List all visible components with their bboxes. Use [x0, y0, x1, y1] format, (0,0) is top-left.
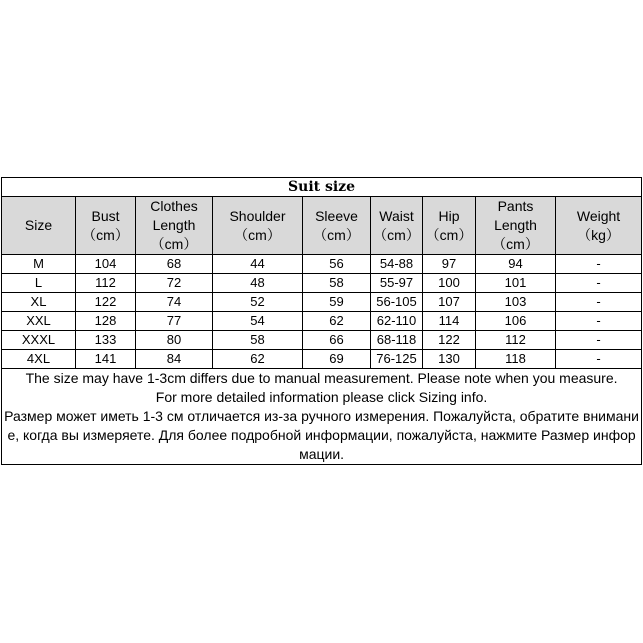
- column-header-line2: （cm）: [425, 226, 473, 243]
- table-cell: 59: [303, 293, 371, 312]
- column-header: [303, 197, 371, 255]
- table-cell: 103: [476, 293, 556, 312]
- table-cell: -: [556, 312, 642, 331]
- table-cell: 128: [76, 312, 136, 331]
- table-cell: 58: [303, 274, 371, 293]
- table-cell: 84: [136, 350, 213, 369]
- table-row: [2, 312, 642, 331]
- table-row: [2, 293, 642, 312]
- column-header: [476, 197, 556, 255]
- header-row: [2, 197, 642, 255]
- table-cell: 48: [213, 274, 303, 293]
- measurement-note: [2, 369, 642, 465]
- table-cell: 56: [303, 255, 371, 274]
- table-cell: -: [556, 350, 642, 369]
- table-cell: 56-105: [371, 293, 423, 312]
- table-cell: 68-118: [371, 331, 423, 350]
- table-cell: 77: [136, 312, 213, 331]
- size-cell: XL: [2, 293, 76, 312]
- table-cell: 80: [136, 331, 213, 350]
- table-cell: 94: [476, 255, 556, 274]
- column-header-line1: Pants: [497, 198, 534, 214]
- note-english-line-1: The size may have 1-3cm differs due to manual measurement. Please note when you measure.: [25, 370, 618, 386]
- column-header-line2: （cm）: [82, 226, 129, 243]
- column-header-line2: （cm）: [234, 226, 281, 243]
- table-cell: 76-125: [371, 350, 423, 369]
- note-english-line-2: For more detailed information please click Sizing info.: [155, 389, 488, 405]
- table-cell: 141: [76, 350, 136, 369]
- table-cell: 52: [213, 293, 303, 312]
- table-cell: 107: [423, 293, 476, 312]
- table-cell: 74: [136, 293, 213, 312]
- table-row: [2, 255, 642, 274]
- column-header-line1: Shoulder: [229, 207, 286, 224]
- table-cell: 62: [303, 312, 371, 331]
- column-header: [76, 197, 136, 255]
- table-cell: 44: [213, 255, 303, 274]
- table-cell: 104: [76, 255, 136, 274]
- table-cell: -: [556, 255, 642, 274]
- table-cell: 54-88: [371, 255, 423, 274]
- table-cell: 130: [423, 350, 476, 369]
- column-header-line3: （cm）: [150, 236, 198, 252]
- table-cell: 68: [136, 255, 213, 274]
- size-cell: L: [2, 274, 76, 293]
- column-header-line1: Clothes: [150, 198, 198, 214]
- column-header: [136, 197, 213, 255]
- column-header-line1: Waist: [379, 207, 414, 224]
- column-header-line2: （cm）: [313, 226, 360, 243]
- table-body: [2, 255, 642, 369]
- column-header-line2: （kg）: [577, 226, 620, 243]
- table-cell: 58: [213, 331, 303, 350]
- size-cell: M: [2, 255, 76, 274]
- column-header-line1: Weight: [576, 207, 621, 224]
- size-cell: 4XL: [2, 350, 76, 369]
- table-cell: 114: [423, 312, 476, 331]
- table-cell: 106: [476, 312, 556, 331]
- table-cell: 69: [303, 350, 371, 369]
- column-header: [423, 197, 476, 255]
- column-header-line2: Length: [152, 217, 196, 233]
- table-cell: 66: [303, 331, 371, 350]
- table-cell: 100: [423, 274, 476, 293]
- column-header: [2, 197, 76, 255]
- table-cell: 122: [76, 293, 136, 312]
- column-header-line2: Length: [494, 217, 537, 233]
- table-cell: 112: [76, 274, 136, 293]
- column-header-line3: （cm）: [492, 236, 539, 252]
- table-cell: 118: [476, 350, 556, 369]
- table-cell: 62-110: [371, 312, 423, 331]
- column-header: [556, 197, 642, 255]
- table-cell: -: [556, 293, 642, 312]
- table-cell: 122: [423, 331, 476, 350]
- size-cell: XXXL: [2, 331, 76, 350]
- note-russian: Размер может иметь 1-3 см отличается из-за ручного измерения. Пожалуйста, обратите внимание, когда вы измеряете. Для более подробной информации, пожалуйста, нажмите Размер информации.: [4, 408, 639, 462]
- table-cell: -: [556, 274, 642, 293]
- size-chart-table: [1, 177, 642, 465]
- size-cell: XXL: [2, 312, 76, 331]
- table-title: Suit size: [2, 178, 642, 197]
- table-cell: 112: [476, 331, 556, 350]
- table-row: [2, 350, 642, 369]
- table-cell: 72: [136, 274, 213, 293]
- table-cell: 97: [423, 255, 476, 274]
- column-header: [371, 197, 423, 255]
- table-row: [2, 274, 642, 293]
- table-cell: 133: [76, 331, 136, 350]
- column-header-line1: Size: [24, 217, 53, 233]
- table-cell: 62: [213, 350, 303, 369]
- column-header-line2: （cm）: [373, 226, 420, 243]
- column-header-line1: Bust: [91, 207, 120, 224]
- table-cell: -: [556, 331, 642, 350]
- column-header: [213, 197, 303, 255]
- table-row: [2, 331, 642, 350]
- table-cell: 55-97: [371, 274, 423, 293]
- column-header-line1: Hip: [438, 207, 460, 224]
- table-cell: 54: [213, 312, 303, 331]
- table-cell: 101: [476, 274, 556, 293]
- column-header-line1: Sleeve: [315, 207, 358, 224]
